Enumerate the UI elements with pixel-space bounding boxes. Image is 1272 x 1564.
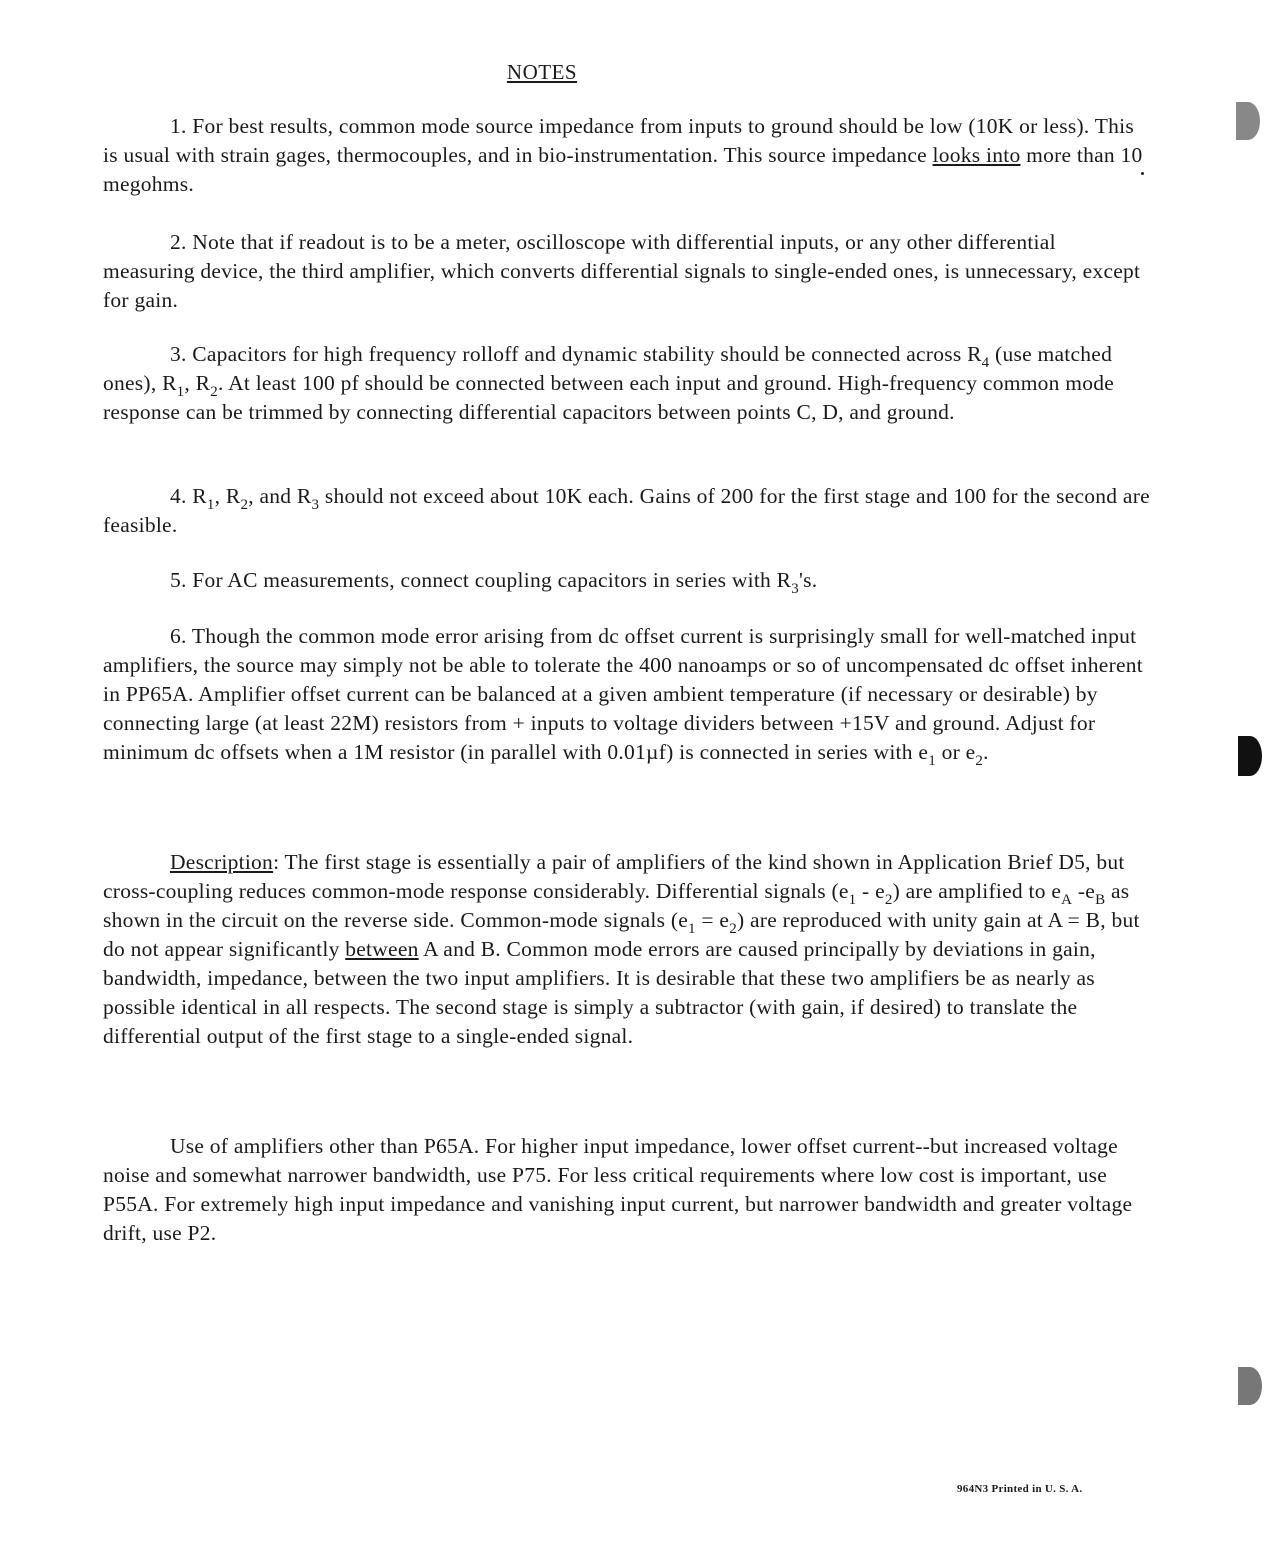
note-6-text: or e	[935, 740, 976, 764]
binder-hole-middle	[1238, 736, 1262, 776]
subscript: 1	[176, 384, 185, 400]
subscript: 3	[791, 581, 800, 597]
note-6-text: 6. Though the common mode error arising from dc offset current is surprisingly small for well-matched input amplifiers, the source may simply not be able to tolerate the 400 nanoamps or so of uncompensated dc offset inherent in PP65A. Amplifier offset current can be balanced at a given ambient temperature (if necessary or desirable) by connecting large (at least 22M) resistors from + inputs to voltage dividers between +15V and ground. Adjust for minimum dc offsets when a 1M resistor (in parallel with 0.01µf) is connected in series with e	[103, 624, 1144, 764]
usage-text: Use of amplifiers other than P65A. For higher input impedance, lower offset current--but increased voltage noise and somewhat narrower bandwidth, use P75. For less critical requirements where low cost is important, use P55A. For extremely high input impedance and vanishing input current, but narrower bandwidth and greater voltage drift, use P2.	[103, 1134, 1133, 1245]
note-4-text: , and R	[248, 484, 312, 508]
subscript: 2	[240, 497, 249, 513]
description-heading: Description	[170, 850, 274, 874]
note-1-underlined: looks into	[932, 143, 1021, 167]
subscript: 1	[928, 753, 936, 769]
note-3	[103, 340, 1153, 427]
print-footer: 964N3 Printed in U. S. A.	[957, 1483, 1083, 1495]
description-text: as shown in the circuit on the reverse side. Common-mode signals (e	[103, 879, 1130, 932]
subscript: 1	[848, 892, 857, 908]
note-6-text: .	[983, 740, 989, 764]
description-text: - e	[856, 879, 885, 903]
description-paragraph	[103, 848, 1153, 1051]
description-text: ) are reproduced with unity gain at A = B, but do not appear significantly	[103, 908, 1140, 961]
description-underlined: between	[345, 937, 419, 961]
scan-speck	[1141, 172, 1144, 175]
binder-hole-top	[1236, 102, 1260, 140]
subscript: 2	[975, 753, 984, 769]
note-4-text: , R	[214, 484, 241, 508]
subscript: 2	[884, 892, 893, 908]
note-2-text: 2. Note that if readout is to be a meter, oscilloscope with differential inputs, or any other differential measuring device, the third amplifier, which converts differential signals to single-ended ones, is unnecessary, except for gain.	[103, 230, 1141, 312]
subscript: B	[1095, 892, 1106, 908]
subscript: 1	[206, 497, 215, 513]
description-text: = e	[695, 908, 730, 932]
note-1	[103, 112, 1153, 199]
note-4	[103, 482, 1153, 540]
note-1-text: 1. For best results, common mode source impedance from inputs to ground should be low (10K or less). This is usual with strain gages, thermocouples, and in bio-instrumentation. This source impedance	[103, 114, 1134, 167]
note-4-text: should not exceed about 10K each. Gains of 200 for the first stage and 100 for the second are feasible.	[103, 484, 1150, 537]
subscript: A	[1061, 892, 1073, 908]
usage-paragraph	[103, 1132, 1153, 1248]
note-5-text: 's.	[799, 568, 818, 592]
note-6	[103, 622, 1153, 767]
description-text: A and B. Common mode errors are caused principally by deviations in gain, bandwidth, impedance, between the two input amplifiers. It is desirable that these two amplifiers be as nearly as possible identical in all respects. The second stage is simply a subtractor (with gain, if desired) to translate the differential output of the first stage to a single-ended signal.	[103, 937, 1096, 1048]
description-text: -e	[1072, 879, 1096, 903]
binder-hole-bottom	[1238, 1367, 1262, 1405]
subscript: 1	[688, 921, 696, 937]
page-title: NOTES	[506, 60, 578, 84]
note-3-text: . At least 100 pf should be connected between each input and ground. High-frequency common mode response can be trimmed by connecting differential capacitors between points C, D, and ground.	[103, 371, 1115, 424]
subscript: 2	[729, 921, 737, 937]
subscript: 3	[311, 497, 320, 513]
note-5-text: 5. For AC measurements, connect coupling capacitors in series with R	[170, 568, 792, 592]
note-2	[103, 228, 1153, 315]
note-3-text: , R	[184, 371, 211, 395]
note-1-text-end: more than 10 megohms.	[103, 143, 1143, 196]
note-5	[103, 566, 1153, 595]
note-4-text: 4. R	[170, 484, 207, 508]
note-3-text: (use matched ones), R	[103, 342, 1113, 395]
subscript: 2	[210, 384, 219, 400]
description-text: ) are amplified to e	[892, 879, 1062, 903]
note-3-text: 3. Capacitors for high frequency rolloff and dynamic stability should be connected across R	[170, 342, 982, 366]
subscript: 4	[981, 355, 990, 371]
description-text: : The first stage is essentially a pair of amplifiers of the kind shown in Application Brief D5, but cross-coupling reduces common-mode response considerably. Differential signals (e	[103, 850, 1125, 903]
